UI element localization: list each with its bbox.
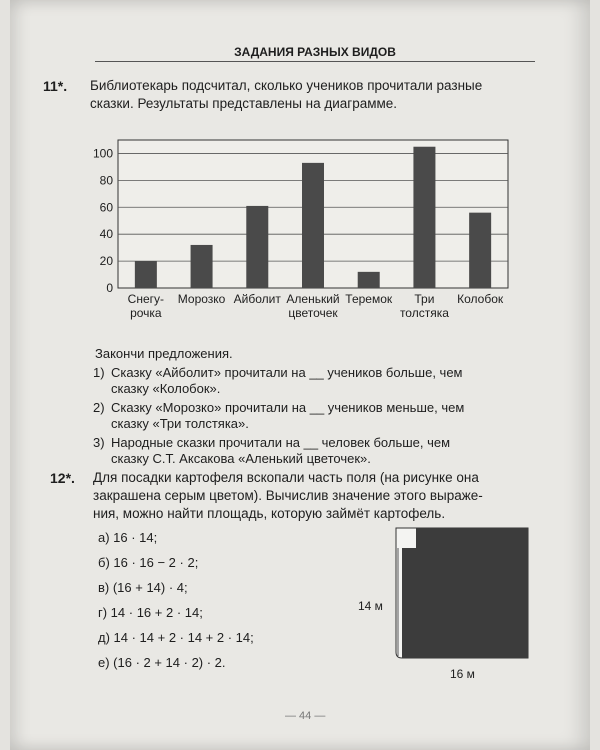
x-tick-label: Аленький <box>286 292 340 306</box>
task12-text-line3: ния, можно найти площадь, которую займёт картофель. <box>93 506 446 521</box>
bar-1 <box>135 261 157 288</box>
y-tick-label: 0 <box>106 281 113 295</box>
option-b: б) 16 · 16 − 2 · 2; <box>98 555 199 570</box>
y-tick-label: 40 <box>99 227 113 242</box>
bar-6 <box>413 147 435 288</box>
sentence-3 <box>93 435 533 467</box>
task11-text-line2: сказки. Результаты представлены на диаграмме. <box>90 96 398 111</box>
x-tick-label: Три <box>414 292 435 306</box>
x-tick-label: Снегу- <box>127 292 165 306</box>
y-tick-label: 80 <box>99 173 113 188</box>
task11-number: 11*. <box>43 78 68 94</box>
sentence-1-number: 1) <box>93 365 105 380</box>
option-c: в) (16 + 14) · 4; <box>98 580 188 595</box>
page-number: — 44 — <box>285 710 326 722</box>
bar-chart-svg <box>80 132 520 342</box>
option-d: г) 14 · 16 + 2 · 14; <box>98 605 203 620</box>
sentence-3-number: 3) <box>93 435 105 450</box>
task11-text-line1: Библиотекарь подсчитал, сколько учеников прочитали разные <box>90 78 483 93</box>
sentence-2 <box>93 400 533 432</box>
task11-instruction: Закончи предложения. <box>95 346 233 361</box>
y-tick-label: 60 <box>99 200 113 215</box>
x-tick-label: Морозко <box>177 292 226 306</box>
label-14m: 14 м <box>358 599 383 613</box>
bar-chart <box>80 132 520 342</box>
y-tick-label: 100 <box>92 146 113 161</box>
bar-4 <box>302 163 324 288</box>
sentence-1-line2: сказку «Колобок». <box>111 381 221 396</box>
sentence-2-line2: сказку «Три толстяка». <box>111 416 249 431</box>
bar-2 <box>191 245 213 288</box>
x-tick-label: толстяка <box>399 306 449 320</box>
field-figure <box>358 520 538 690</box>
task11-sentences <box>93 346 533 467</box>
field-figure-svg <box>358 520 538 690</box>
bar-7 <box>469 213 491 288</box>
sentence-2-number: 2) <box>93 400 105 415</box>
sentence-1-line1: Сказку «Айболит» прочитали на __ учеников больше, чем <box>111 365 463 380</box>
bar-3 <box>246 206 268 288</box>
sentence-3-line1: Народные сказки прочитали на __ человек больше, чем <box>111 435 451 450</box>
x-tick-label: цветочек <box>288 306 338 320</box>
task12-text-line2: закрашена серым цветом). Вычислив значение этого выраже- <box>93 488 483 503</box>
section-header: ЗАДАНИЯ РАЗНЫХ ВИДОВ <box>95 45 535 62</box>
task12-text-line1: Для посадки картофеля вскопали часть поля (на рисунке она <box>93 470 479 485</box>
sentence-3-line2: сказку С.Т. Аксакова «Аленький цветочек». <box>111 451 371 466</box>
label-16m: 16 м <box>450 667 475 681</box>
x-tick-label: Колобок <box>457 292 504 306</box>
x-tick-label: Айболит <box>233 292 281 306</box>
bar-5 <box>358 272 380 288</box>
option-a: а) 16 · 14; <box>98 530 158 545</box>
option-e: д) 14 · 14 + 2 · 14 + 2 · 14; <box>98 630 254 645</box>
sentence-1 <box>93 365 533 397</box>
sentence-2-line1: Сказку «Морозко» прочитали на __ учеников меньше, чем <box>111 400 465 415</box>
planted-area <box>402 528 528 658</box>
x-tick-label: Теремок <box>345 292 393 306</box>
x-tick-label: рочка <box>130 306 162 320</box>
task12-number: 12*. <box>50 470 75 486</box>
option-f: е) (16 · 2 + 14 · 2) · 2. <box>98 655 226 670</box>
y-tick-label: 20 <box>99 254 113 269</box>
